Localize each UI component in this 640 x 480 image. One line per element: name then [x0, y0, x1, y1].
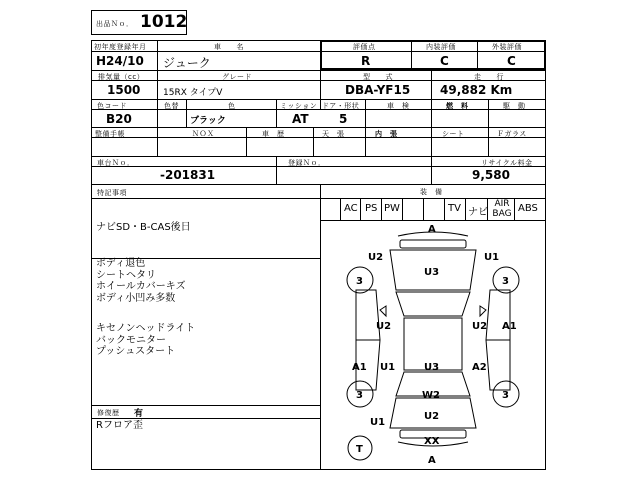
mark-right-rear: A2: [472, 362, 487, 373]
grade-value: 15RX タイプV: [163, 88, 223, 98]
color-code-value: B20: [106, 112, 132, 126]
score-value: R: [361, 54, 371, 68]
color-value: ブラック: [190, 116, 226, 126]
mark-front: A: [428, 224, 436, 235]
remark-line: シートヘタリ: [96, 269, 156, 281]
seat-label: シート: [442, 130, 465, 138]
history-label: 車 歴: [262, 130, 285, 138]
repair-note: Rフロア歪: [96, 420, 143, 431]
remark-line: プッシュスタート: [96, 346, 176, 357]
color-change-label: 色替: [164, 102, 179, 110]
equip-abs: ABS: [518, 203, 538, 214]
color-label: 色: [228, 102, 236, 110]
mark-roof: U3: [424, 267, 440, 278]
mark-tire-rl: 3: [356, 390, 363, 401]
equipment-grid: [320, 198, 546, 220]
model-label: 車 名: [214, 43, 244, 51]
chassis-no-value: -201831: [160, 168, 216, 182]
car-damage-diagram: [320, 220, 546, 470]
equipment-label: 装 備: [420, 188, 443, 196]
mark-tire-fr: 3: [502, 276, 509, 287]
mileage-value: 49,882 Km: [440, 83, 513, 97]
interior-value: C: [440, 54, 449, 68]
recycle-fee-value: 9,580: [472, 168, 510, 182]
reg-year-value: H24/10: [96, 54, 144, 68]
remarks-block-3: [96, 323, 195, 358]
mark-roof-fr: U1: [484, 252, 500, 263]
lot-number: 1012: [140, 12, 188, 32]
doors-label: ドア・形状: [322, 102, 360, 110]
model-value: ジューク: [163, 56, 211, 70]
equip-tv: TV: [448, 203, 461, 214]
mission-value: AT: [292, 112, 309, 126]
remark-line: ボディ退色: [96, 258, 146, 269]
remarks-block-1: [96, 222, 191, 234]
remark-line: ナビSD・B-CAS後日: [96, 222, 191, 233]
type-label: 型 式: [363, 73, 393, 81]
mark-tire-fl: 3: [356, 276, 363, 287]
remark-line: ボディ小凹み多数: [96, 292, 176, 304]
manual-label: 整備手帳: [95, 130, 125, 138]
mark-trunk: U2: [424, 411, 440, 422]
chassis-no-label: 車台Ｎｏ．: [97, 159, 135, 167]
front-grille-outline: [400, 240, 466, 248]
lot-number-box: [91, 10, 187, 35]
drive-label: 駆 動: [503, 102, 526, 110]
fuel-label: 燃 料: [446, 102, 469, 110]
color-code-label: 色コード: [97, 102, 127, 110]
mark-left-rear-door: U1: [380, 362, 396, 373]
sunroof-label: 天 張: [322, 130, 345, 138]
f-glass-label: Ｆガラス: [497, 130, 527, 138]
mark-rear-bumper: XX: [424, 436, 440, 447]
repair-label: 修復歴: [97, 409, 120, 417]
grade-label: グレード: [222, 73, 252, 81]
score-label: 評価点: [353, 43, 376, 51]
mark-rear-left: U1: [370, 417, 386, 428]
displacement-value: 1500: [107, 83, 141, 97]
exterior-value: C: [507, 54, 516, 68]
equip-ps: PS: [365, 203, 378, 214]
lot-label: 出品Ｎｏ．: [96, 20, 134, 28]
mark-left-front-door: U2: [376, 321, 392, 332]
recycle-fee-label: リサイクル料金: [481, 159, 533, 167]
remark-line: ホイールカバーキズ: [96, 281, 186, 292]
reg-no-label: 登録Ｎｏ．: [288, 159, 326, 167]
interior-trim-label: 内 張: [375, 130, 398, 138]
doors-value: 5: [339, 112, 348, 126]
mark-rear-window: W2: [422, 390, 440, 401]
equip-airbag: AIR BAG: [492, 199, 512, 219]
mission-label: ミッション: [280, 102, 318, 110]
exterior-label: 外装評価: [492, 43, 522, 51]
mileage-label: 走 行: [474, 73, 504, 81]
mark-right-front-door: U2: [472, 321, 488, 332]
type-value: DBA-YF15: [345, 83, 411, 97]
mark-spare: T: [356, 444, 363, 455]
equip-pw: PW: [384, 203, 400, 214]
displacement-label: 排気量（cc）: [98, 73, 145, 81]
remark-line: バックモニター: [96, 334, 166, 346]
mark-rear: A: [428, 455, 436, 466]
inspection-label: 車 検: [387, 102, 410, 110]
remark-line: キセノンヘッドライト: [96, 323, 196, 334]
interior-label: 内装評価: [426, 43, 456, 51]
nox-label: ＮＯＸ: [192, 130, 215, 138]
reg-year-label: 初年度登録年月: [94, 43, 147, 51]
equip-navi: ナビ: [468, 207, 488, 218]
mark-tire-rr: 3: [502, 390, 509, 401]
mark-roof-fl: U2: [368, 252, 384, 263]
windshield-outline: [396, 292, 470, 316]
mark-center: U3: [424, 362, 440, 373]
remarks-block-2: [96, 258, 186, 304]
mark-right-pillar: A1: [502, 321, 517, 332]
mark-left-sill: A1: [352, 362, 367, 373]
remarks-label: 特記事項: [97, 189, 127, 197]
equip-ac: AC: [344, 203, 358, 214]
repair-value: 有: [134, 409, 144, 419]
